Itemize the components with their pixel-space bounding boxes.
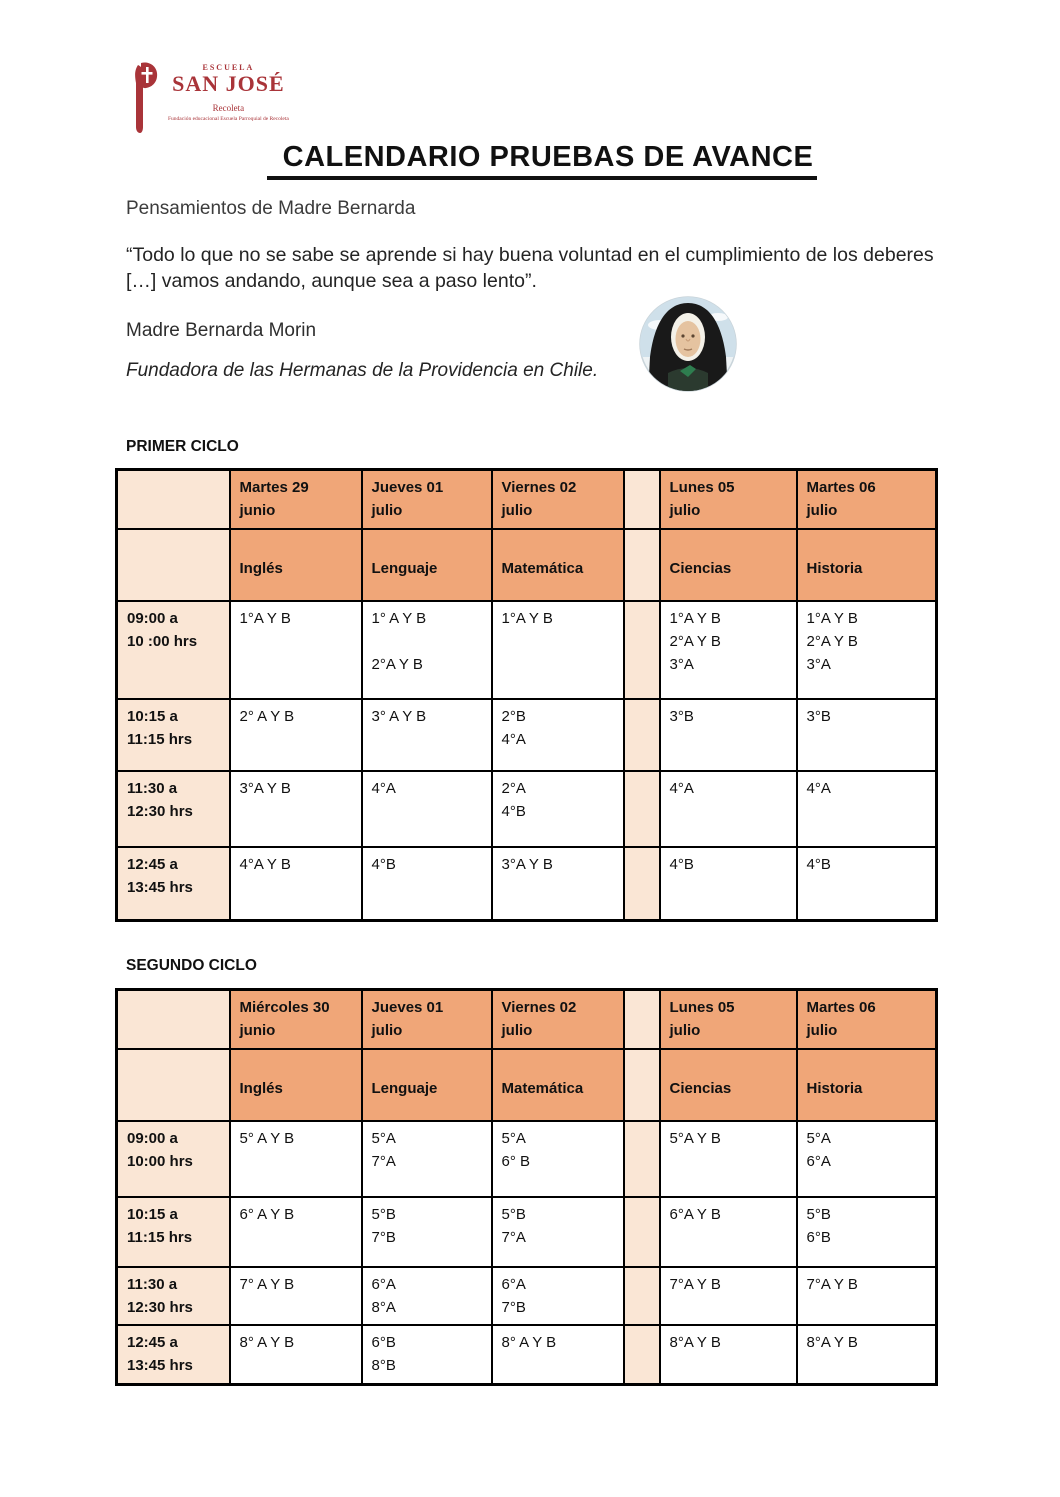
author-name: Madre Bernarda Morin [126, 320, 317, 341]
subject-header-cell: Inglés [230, 1049, 362, 1121]
table-row [117, 699, 937, 771]
schedule-cell: 5°A 6° B [492, 1121, 624, 1197]
schedule-cell: 7°A Y B [797, 1267, 937, 1326]
subject-header-cell: Historia [797, 1049, 937, 1121]
schedule-cell: 8°A Y B [660, 1325, 797, 1384]
nun-portrait-image [638, 295, 738, 393]
table-row [117, 990, 937, 1049]
intro-heading: Pensamientos de Madre Bernarda [126, 198, 416, 219]
logo-school-small-label: ESCUELA [202, 63, 255, 72]
table-row [117, 1197, 937, 1267]
schedule-cell: 4°B [362, 847, 492, 921]
subject-header-cell: Ciencias [660, 1049, 797, 1121]
table-row [117, 1325, 937, 1384]
schedule-cell: 5° A Y B [230, 1121, 362, 1197]
date-header-cell: Viernes 02 julio [492, 990, 624, 1049]
logo-tagline: Fundación educacional Escuela Parroquial de Recoleta [168, 116, 289, 123]
schedule-cell: 4°B [660, 847, 797, 921]
schedule-cell: 5°B 7°B [362, 1197, 492, 1267]
table-row [117, 1267, 937, 1326]
schedule-cell: 3°A Y B [492, 847, 624, 921]
schedule-cell: 1°A Y B 2°A Y B 3°A [660, 601, 797, 699]
schedule-cell: 6°B 8°B [362, 1325, 492, 1384]
schedule-cell: 6° A Y B [230, 1197, 362, 1267]
schedule-cell: 4°B [797, 847, 937, 921]
schedule-table-segundo-ciclo [115, 988, 938, 1386]
schedule-cell: 7° A Y B [230, 1267, 362, 1326]
spacer-cell [624, 1267, 660, 1326]
schedule-cell: 4°A [797, 771, 937, 847]
corner-cell [117, 470, 230, 529]
subject-header-cell: Inglés [230, 529, 362, 601]
date-header-cell: Jueves 01 julio [362, 990, 492, 1049]
spacer-cell [624, 1325, 660, 1384]
date-header-cell: Miércoles 30 junio [230, 990, 362, 1049]
schedule-cell: 2°B 4°A [492, 699, 624, 771]
schedule-cell: 5°A 7°A [362, 1121, 492, 1197]
schedule-cell: 5°B 7°A [492, 1197, 624, 1267]
table-row [117, 470, 937, 529]
time-cell: 12:45 a 13:45 hrs [117, 847, 230, 921]
table-row [117, 1121, 937, 1197]
schedule-cell: 2°A 4°B [492, 771, 624, 847]
logo-text-block [168, 57, 289, 142]
spacer-cell [624, 1197, 660, 1267]
spacer-cell [624, 470, 660, 529]
spacer-cell [624, 1049, 660, 1121]
schedule-cell: 3°B [797, 699, 937, 771]
time-cell: 10:15 a 11:15 hrs [117, 1197, 230, 1267]
date-header-cell: Jueves 01 julio [362, 470, 492, 529]
schedule-cell: 6°A 7°B [492, 1267, 624, 1326]
schedule-cell: 8°A Y B [797, 1325, 937, 1384]
date-header-cell: Lunes 05 julio [660, 990, 797, 1049]
corner-cell [117, 529, 230, 601]
schedule-cell: 3°A Y B [230, 771, 362, 847]
logo-school-name: SAN JOSÉ [172, 71, 285, 96]
time-cell: 10:15 a 11:15 hrs [117, 699, 230, 771]
table-row [117, 1049, 937, 1121]
schedule-cell: 1°A Y B 2°A Y B 3°A [797, 601, 937, 699]
schedule-cell: 4°A [660, 771, 797, 847]
author-role: Fundadora de las Hermanas de la Providencia en Chile. [126, 360, 599, 381]
section-label-segundo-ciclo: SEGUNDO CICLO [126, 957, 257, 974]
subject-header-cell: Matemática [492, 1049, 624, 1121]
logo-location-label: Recoleta [212, 103, 245, 114]
table-row [117, 529, 937, 601]
subject-header-cell: Ciencias [660, 529, 797, 601]
table-row [117, 601, 937, 699]
schedule-cell: 5°B 6°B [797, 1197, 937, 1267]
spacer-cell [624, 601, 660, 699]
title-row [0, 141, 1060, 180]
time-cell: 09:00 a 10:00 hrs [117, 1121, 230, 1197]
table-row [117, 771, 937, 847]
spacer-cell [624, 1121, 660, 1197]
schedule-cell: 4°A Y B [230, 847, 362, 921]
spacer-cell [624, 771, 660, 847]
schedule-cell: 3°B [660, 699, 797, 771]
date-header-cell: Martes 29 junio [230, 470, 362, 529]
date-header-cell: Martes 06 julio [797, 990, 937, 1049]
schedule-cell: 7°A Y B [660, 1267, 797, 1326]
logo-emblem-icon [128, 57, 162, 142]
school-logo [128, 57, 298, 142]
section-label-primer-ciclo: PRIMER CICLO [126, 438, 239, 455]
spacer-cell [624, 529, 660, 601]
spacer-cell [624, 847, 660, 921]
spacer-cell [624, 990, 660, 1049]
corner-cell [117, 990, 230, 1049]
time-cell: 11:30 a 12:30 hrs [117, 771, 230, 847]
subject-header-cell: Lenguaje [362, 1049, 492, 1121]
schedule-cell: 1° A Y B 2°A Y B [362, 601, 492, 699]
subject-header-cell: Matemática [492, 529, 624, 601]
schedule-cell: 6°A 8°A [362, 1267, 492, 1326]
date-header-cell: Viernes 02 julio [492, 470, 624, 529]
time-cell: 11:30 a 12:30 hrs [117, 1267, 230, 1326]
schedule-cell: 5°A Y B [660, 1121, 797, 1197]
date-header-cell: Martes 06 julio [797, 470, 937, 529]
time-cell: 09:00 a 10 :00 hrs [117, 601, 230, 699]
schedule-cell: 1°A Y B [492, 601, 624, 699]
time-cell: 12:45 a 13:45 hrs [117, 1325, 230, 1384]
schedule-cell: 1°A Y B [230, 601, 362, 699]
schedule-cell: 2° A Y B [230, 699, 362, 771]
subject-header-cell: Historia [797, 529, 937, 601]
schedule-cell: 8° A Y B [230, 1325, 362, 1384]
page-title: CALENDARIO PRUEBAS DE AVANCE [267, 141, 818, 180]
schedule-table-primer-ciclo [115, 468, 938, 922]
table-row [117, 847, 937, 921]
schedule-cell: 3° A Y B [362, 699, 492, 771]
date-header-cell: Lunes 05 julio [660, 470, 797, 529]
schedule-cell: 5°A 6°A [797, 1121, 937, 1197]
corner-cell [117, 1049, 230, 1121]
schedule-cell: 8° A Y B [492, 1325, 624, 1384]
schedule-cell: 4°A [362, 771, 492, 847]
schedule-cell: 6°A Y B [660, 1197, 797, 1267]
quote-text: “Todo lo que no se sabe se aprende si hay buena voluntad en el cumplimiento de los deberes […] vamos andando, aunque sea a paso lento”. [126, 244, 934, 292]
spacer-cell [624, 699, 660, 771]
subject-header-cell: Lenguaje [362, 529, 492, 601]
